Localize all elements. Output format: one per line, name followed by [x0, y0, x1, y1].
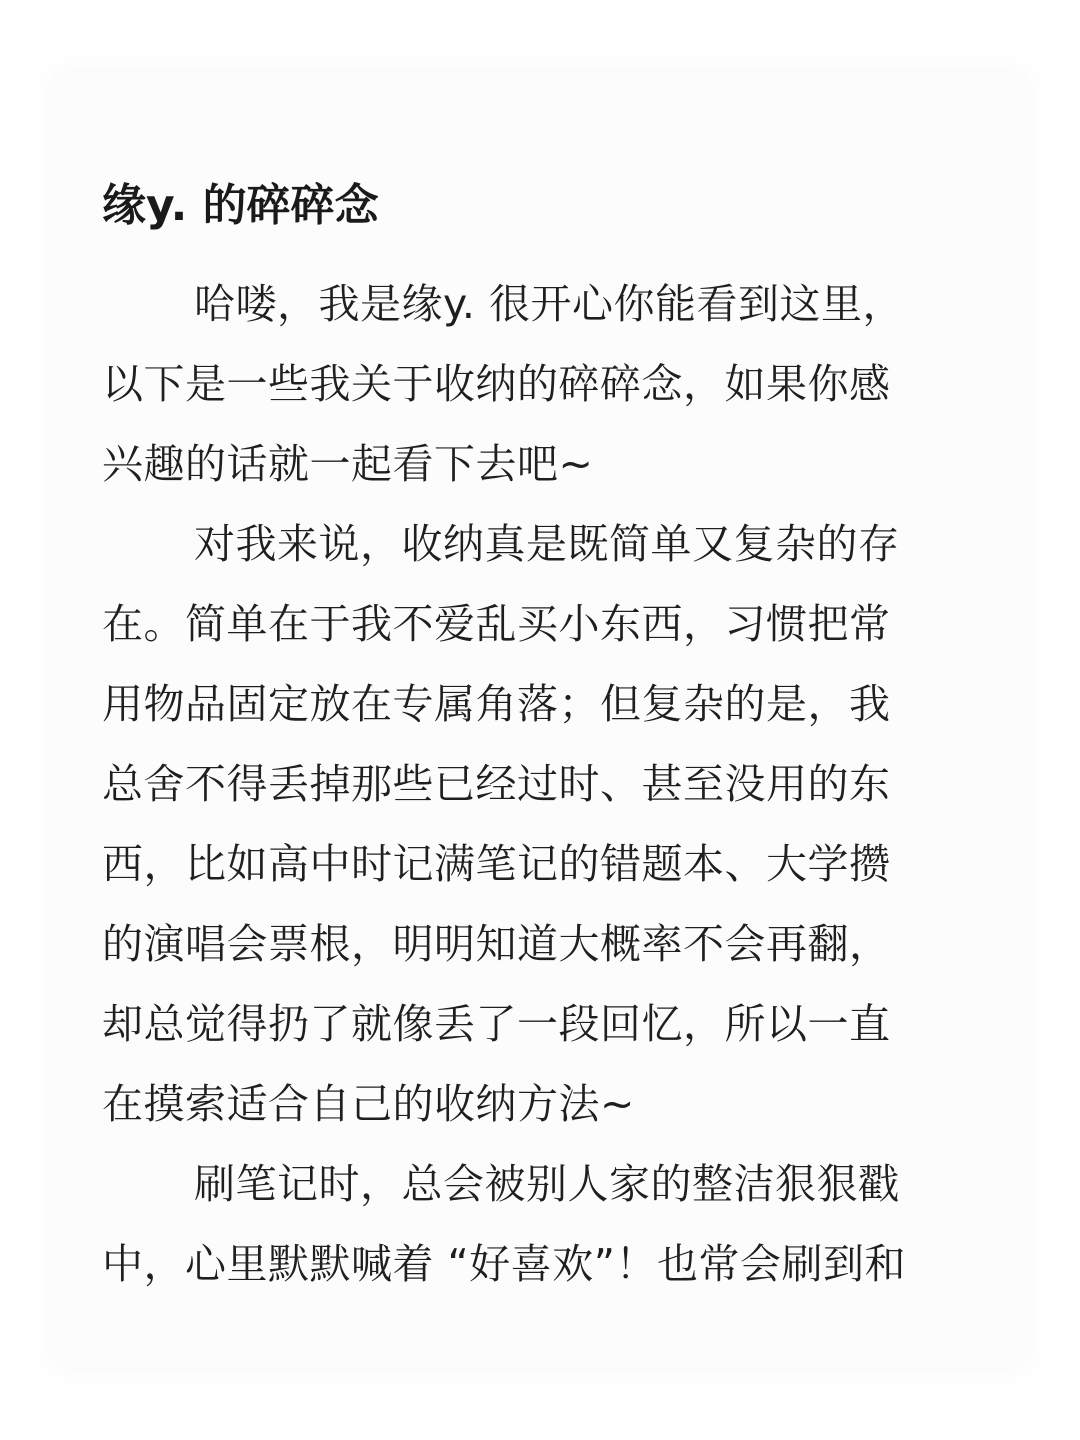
text-line: 兴趣的话就一起看下去吧~ [102, 440, 594, 488]
text-line: 用物品固定放在专属角落；但复杂的是，我 [102, 680, 891, 728]
text-line: 总舍不得丢掉那些已经过时、甚至没用的东 [102, 760, 891, 808]
note-body [102, 264, 982, 1304]
text-line: 刷笔记时，总会被别人家的整洁狠狠戳 [194, 1160, 900, 1208]
paragraph-intro [102, 264, 982, 504]
text-line: 以下是一些我关于收纳的碎碎念，如果你感 [102, 360, 891, 408]
text-line: 在摸索适合自己的收纳方法~ [102, 1080, 635, 1128]
text-line: 在。简单在于我不爱乱买小东西，习惯把常 [102, 600, 891, 648]
text-line: 西，比如高中时记满笔记的错题本、大学攒 [102, 840, 891, 888]
text-line: 对我来说，收纳真是既简单又复杂的存 [194, 520, 900, 568]
text-line: 中，心里默默喊着 “好喜欢”！也常会刷到和 [102, 1240, 907, 1288]
note-title: 缘y. 的碎碎念 [102, 180, 379, 231]
text-line: 的演唱会票根，明明知道大概率不会再翻， [102, 920, 891, 968]
paragraph-browsing-notes [102, 1144, 982, 1304]
text-line: 哈喽，我是缘y. 很开心你能看到这里， [194, 280, 904, 328]
paragraph-storage-thoughts [102, 504, 982, 1144]
text-line: 却总觉得扔了就像丢了一段回忆，所以一直 [102, 1000, 891, 1048]
